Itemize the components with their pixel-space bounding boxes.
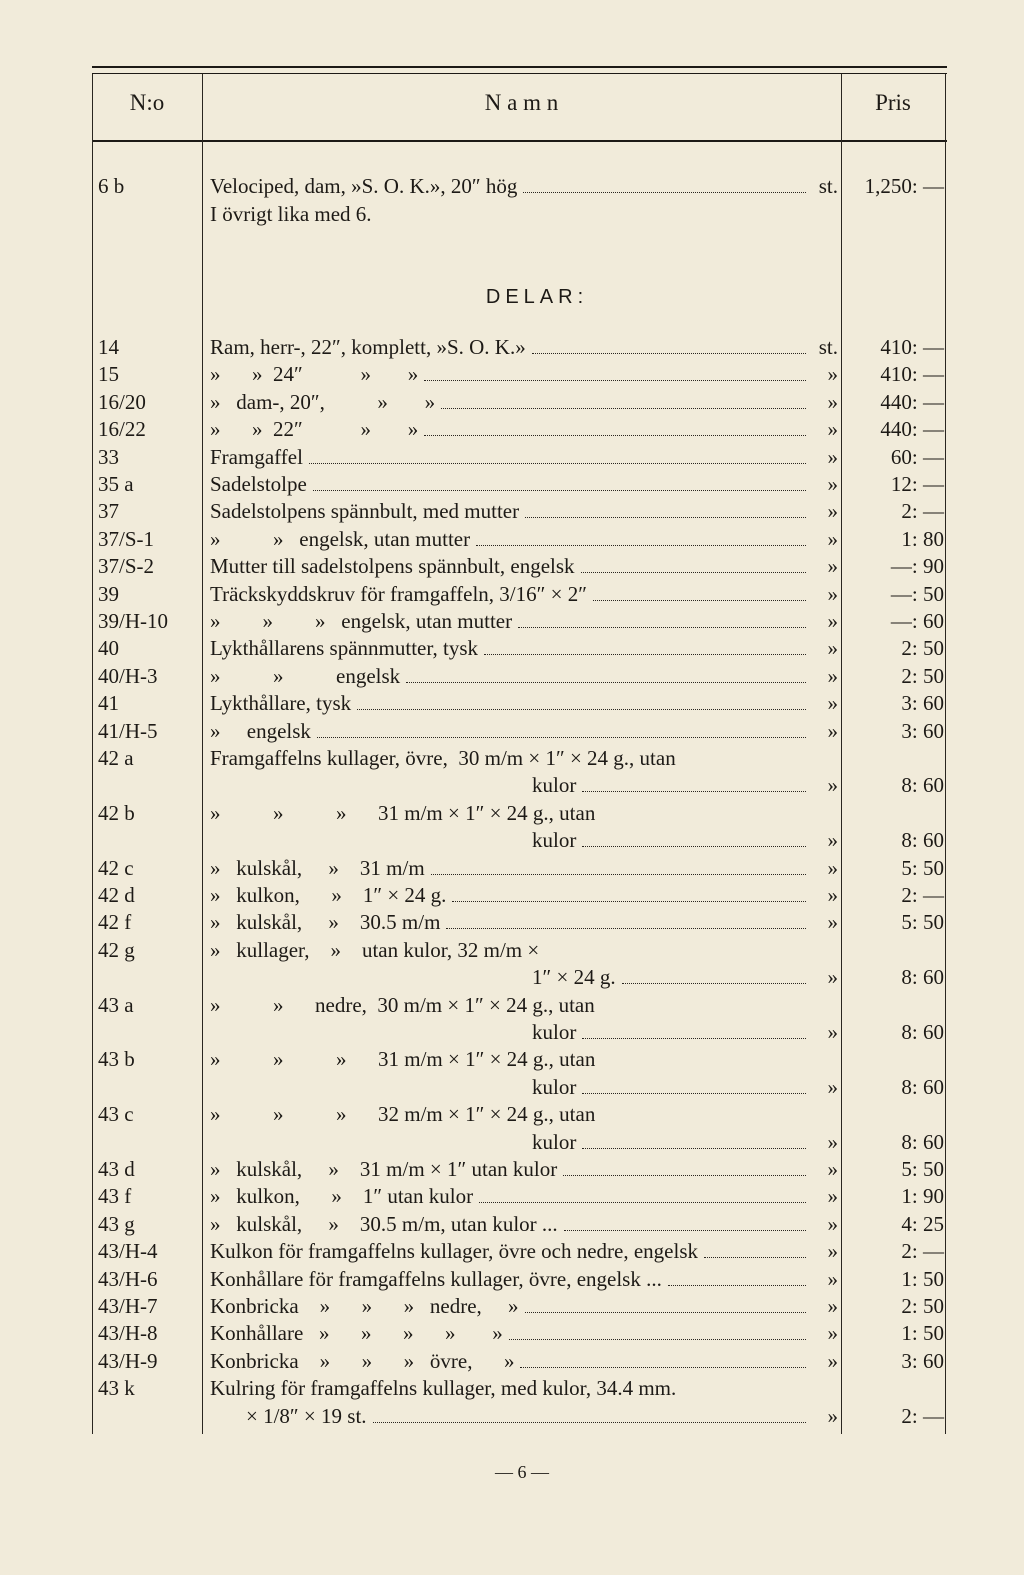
item-name: » kulkon, » 1″ × 24 g. xyxy=(210,883,447,907)
dot-leader xyxy=(424,380,806,381)
item-name: » kulskål, » 31 m/m xyxy=(210,855,425,880)
item-number: 43 f xyxy=(98,1184,132,1209)
dot-leader xyxy=(406,682,806,683)
item-number: 6 b xyxy=(98,174,125,198)
header-price: Pris xyxy=(875,90,911,115)
table-row xyxy=(0,1183,1024,1210)
table-row xyxy=(0,471,1024,498)
table-row xyxy=(0,635,1024,662)
dot-leader xyxy=(532,353,806,354)
table-row xyxy=(0,745,1024,772)
item-unit: » xyxy=(827,581,838,606)
item-number: 42 g xyxy=(98,937,135,962)
dot-leader xyxy=(622,983,806,984)
section-title: DELAR: xyxy=(485,286,589,308)
top-double-rule-1 xyxy=(92,66,947,68)
item-number: 14 xyxy=(98,335,119,359)
table-row xyxy=(0,800,1024,827)
table-row xyxy=(0,1266,1024,1293)
item-number: 39/H-10 xyxy=(98,609,168,633)
table-row xyxy=(0,416,1024,443)
item-number: 41/H-5 xyxy=(98,718,158,743)
item-name: Framgaffel xyxy=(210,444,303,469)
item-unit: » xyxy=(827,389,838,414)
item-unit: » xyxy=(827,1403,838,1428)
table-row xyxy=(0,526,1024,553)
dot-leader xyxy=(564,1230,806,1231)
item-name: » dam-, 20″, » » xyxy=(210,389,436,414)
item-price: 5: 50 xyxy=(901,1157,944,1181)
item-name: Sadelstolpens spännbult, med mutter xyxy=(210,499,520,524)
item-name: » » nedre, 30 m/m × 1″ × 24 g., utan xyxy=(210,992,595,1017)
dot-leader xyxy=(317,737,806,738)
header-name: N a m n xyxy=(484,90,559,115)
item-number: 43/H-6 xyxy=(98,1266,158,1291)
item-number: 42 c xyxy=(98,855,134,880)
item-number: 43 a xyxy=(98,992,134,1017)
dot-leader xyxy=(479,1202,806,1203)
table-row xyxy=(0,1238,1024,1265)
item-price: 2: — xyxy=(901,1239,944,1264)
item-unit: » xyxy=(827,718,838,743)
item-unit: » xyxy=(827,444,838,469)
dot-leader xyxy=(582,846,806,847)
item-name: Kulring för framgaffelns kullager, med kulor, 34.4 mm. xyxy=(210,1376,677,1401)
top-double-rule-2 xyxy=(92,73,947,74)
item-price: 8: 60 xyxy=(901,1020,944,1044)
dot-leader xyxy=(581,572,806,573)
dot-leader xyxy=(593,600,806,601)
dot-leader xyxy=(582,1148,806,1149)
item-price: 1: 50 xyxy=(901,1321,944,1346)
dot-leader xyxy=(520,1367,806,1368)
item-unit: » xyxy=(827,1348,838,1373)
table-row xyxy=(0,498,1024,525)
item-number: 43 c xyxy=(98,1102,134,1127)
item-number: 43 b xyxy=(98,1047,135,1072)
item-price: 60: — xyxy=(890,444,944,469)
item-name: » » » 31 m/m × 1″ × 24 g., utan xyxy=(210,1047,596,1072)
item-unit: » xyxy=(827,472,838,496)
item-price: 2: — xyxy=(901,1403,944,1428)
item-name: » kulkon, » 1″ utan kulor xyxy=(210,1184,474,1209)
table-row xyxy=(0,937,1024,964)
item-name: Ram, herr-, 22″, komplett, »S. O. K.» xyxy=(210,335,526,359)
item-unit: » xyxy=(827,1157,838,1181)
item-price: 410: — xyxy=(880,362,944,387)
table-row xyxy=(0,389,1024,416)
item-name: » kulskål, » 31 m/m × 1″ utan kulor xyxy=(210,1157,558,1181)
item-price: 8: 60 xyxy=(901,965,944,990)
item-price: 1: 80 xyxy=(901,526,944,551)
dot-leader xyxy=(668,1285,806,1286)
table-row xyxy=(0,827,1024,854)
table-row xyxy=(0,1129,1024,1156)
page-number: — 6 — xyxy=(495,1462,549,1482)
item-number: 43 k xyxy=(98,1376,135,1401)
item-name: Konbricka » » » övre, » xyxy=(210,1348,515,1373)
item-name: Konhållare för framgaffelns kullager, övre, engelsk ... xyxy=(210,1266,662,1291)
dot-leader xyxy=(525,517,806,518)
item-name: Lykthållarens spännmutter, tysk xyxy=(210,636,479,661)
item-name: Velociped, dam, »S. O. K.», 20″ hög xyxy=(210,174,518,198)
item-price: 2: 50 xyxy=(901,1294,944,1318)
item-price: —: 50 xyxy=(890,581,944,606)
dot-leader xyxy=(373,1422,806,1423)
item-price: 2: — xyxy=(901,883,944,907)
item-name: » » » 32 m/m × 1″ × 24 g., utan xyxy=(210,1102,596,1127)
table-row xyxy=(0,608,1024,635)
dot-leader xyxy=(523,192,806,193)
table-row xyxy=(0,1019,1024,1046)
table-row xyxy=(0,1320,1024,1347)
item-unit: » xyxy=(827,691,838,716)
item-price: 8: 60 xyxy=(901,773,944,798)
item-unit: » xyxy=(827,1266,838,1291)
item-unit: » xyxy=(827,1321,838,1346)
item-number: 42 b xyxy=(98,800,135,825)
dot-leader xyxy=(313,490,806,491)
table-row xyxy=(0,1375,1024,1402)
table-row xyxy=(0,1348,1024,1375)
item-unit: » xyxy=(827,609,838,633)
item-name: Sadelstolpe xyxy=(210,472,307,496)
item-price: 8: 60 xyxy=(901,1129,944,1154)
dot-leader xyxy=(441,408,806,409)
item-unit: » xyxy=(827,636,838,661)
item-price: 1: 90 xyxy=(901,1184,944,1209)
item-unit: » xyxy=(827,417,838,442)
item-name: » » engelsk, utan mutter xyxy=(210,526,471,551)
table-row xyxy=(0,1074,1024,1101)
item-unit: » xyxy=(827,855,838,880)
dot-leader xyxy=(509,1339,806,1340)
item-number: 41 xyxy=(98,691,119,716)
table-row xyxy=(0,361,1024,388)
table-row xyxy=(0,663,1024,690)
item-price: 440: — xyxy=(880,389,944,414)
dot-leader xyxy=(582,1093,806,1094)
item-name: Konhållare » » » » » xyxy=(210,1321,503,1346)
dot-leader xyxy=(704,1257,806,1258)
item-unit: » xyxy=(827,1239,838,1264)
header-bottom-rule xyxy=(92,140,947,142)
table-row xyxy=(0,718,1024,745)
item-price: 3: 60 xyxy=(901,718,944,743)
item-name: Kulkon för framgaffelns kullager, övre och nedre, engelsk xyxy=(210,1239,699,1264)
item-name: I övrigt lika med 6. xyxy=(210,202,372,226)
table-row xyxy=(0,1156,1024,1183)
item-name: » » 22″ » » xyxy=(210,417,419,442)
item-unit: » xyxy=(827,1211,838,1236)
table-row xyxy=(0,173,1024,200)
item-price: 3: 60 xyxy=(901,691,944,716)
item-unit: » xyxy=(827,1129,838,1154)
item-number: 15 xyxy=(98,362,119,387)
item-price: 4: 25 xyxy=(901,1211,944,1236)
item-number: 37 xyxy=(98,499,119,524)
item-name: kulor xyxy=(532,1020,577,1044)
item-number: 39 xyxy=(98,581,119,606)
item-number: 43/H-9 xyxy=(98,1348,158,1373)
item-price: 440: — xyxy=(880,417,944,442)
item-unit: » xyxy=(827,1074,838,1099)
item-number: 37/S-1 xyxy=(98,526,155,551)
item-number: 42 f xyxy=(98,910,132,935)
item-number: 42 d xyxy=(98,883,135,907)
item-number: 43 g xyxy=(98,1211,135,1236)
item-name: » » » 31 m/m × 1″ × 24 g., utan xyxy=(210,800,596,825)
item-price: 8: 60 xyxy=(901,1074,944,1099)
item-unit: » xyxy=(827,1184,838,1209)
table-row xyxy=(0,1293,1024,1320)
item-name: Träckskyddskruv för framgaffeln, 3/16″ × 2″ xyxy=(210,581,587,606)
item-price: 8: 60 xyxy=(901,828,944,853)
item-unit: » xyxy=(827,828,838,853)
item-name: » » » engelsk, utan mutter xyxy=(210,609,513,633)
item-unit: » xyxy=(827,1020,838,1044)
item-unit: » xyxy=(827,883,838,907)
dot-leader xyxy=(518,627,806,628)
item-number: 16/20 xyxy=(98,389,146,414)
item-price: —: 90 xyxy=(890,554,944,579)
item-number: 43 d xyxy=(98,1157,135,1181)
item-unit: » xyxy=(827,965,838,990)
item-number: 43/H-4 xyxy=(98,1239,158,1264)
table-row xyxy=(0,1211,1024,1238)
item-unit: » xyxy=(827,499,838,524)
item-name: » » 24″ » » xyxy=(210,362,419,387)
item-price: —: 60 xyxy=(890,609,944,633)
item-name: » kullager, » utan kulor, 32 m/m × xyxy=(210,937,540,962)
item-number: 43/H-7 xyxy=(98,1294,158,1318)
item-price: 2: — xyxy=(901,499,944,524)
dot-leader xyxy=(452,901,806,902)
dot-leader xyxy=(424,435,806,436)
dot-leader xyxy=(484,654,806,655)
table-row xyxy=(0,690,1024,717)
table-row xyxy=(0,201,1024,228)
item-number: 40 xyxy=(98,636,119,661)
item-name: » kulskål, » 30.5 m/m xyxy=(210,910,441,935)
table-row xyxy=(0,964,1024,991)
dot-leader xyxy=(582,791,806,792)
item-name: » engelsk xyxy=(210,718,311,743)
item-number: 16/22 xyxy=(98,417,146,442)
item-name: kulor xyxy=(532,1074,577,1099)
item-number: 40/H-3 xyxy=(98,663,158,688)
item-unit: st. xyxy=(818,174,838,198)
table-row xyxy=(0,444,1024,471)
item-name: kulor xyxy=(532,828,577,853)
item-price: 12: — xyxy=(890,472,944,496)
dot-leader xyxy=(309,463,806,464)
item-unit: » xyxy=(827,1294,838,1318)
dot-leader xyxy=(476,545,806,546)
item-price: 2: 50 xyxy=(901,663,944,688)
item-name: 1″ × 24 g. xyxy=(532,965,616,990)
item-unit: st. xyxy=(818,335,838,359)
item-price: 5: 50 xyxy=(901,855,944,880)
dot-leader xyxy=(431,874,806,875)
item-name: Framgaffelns kullager, övre, 30 m/m × 1″ × 24 g., utan xyxy=(210,746,676,770)
header-no: N:o xyxy=(129,90,165,115)
item-price: 1,250: — xyxy=(864,174,944,198)
dot-leader xyxy=(525,1312,806,1313)
table-row xyxy=(0,855,1024,882)
table-row xyxy=(0,334,1024,361)
table-row xyxy=(0,581,1024,608)
item-unit: » xyxy=(827,526,838,551)
item-price: 1: 50 xyxy=(901,1266,944,1291)
item-name: Lykthållare, tysk xyxy=(210,691,352,716)
item-unit: » xyxy=(827,663,838,688)
dot-leader xyxy=(563,1175,806,1176)
item-name: Konbricka » » » nedre, » xyxy=(210,1294,519,1318)
item-name: × 1/8″ × 19 st. xyxy=(246,1403,367,1428)
item-number: 37/S-2 xyxy=(98,554,155,579)
item-number: 33 xyxy=(98,444,119,469)
item-unit: » xyxy=(827,362,838,387)
table-row xyxy=(0,1101,1024,1128)
item-unit: » xyxy=(827,554,838,579)
item-name: kulor xyxy=(532,1129,577,1154)
table-row xyxy=(0,1403,1024,1430)
item-price: 2: 50 xyxy=(901,636,944,661)
table-row xyxy=(0,772,1024,799)
table-row xyxy=(0,553,1024,580)
item-price: 3: 60 xyxy=(901,1348,944,1373)
dot-leader xyxy=(582,1038,806,1039)
table-row xyxy=(0,992,1024,1019)
table-row xyxy=(0,882,1024,909)
item-unit: » xyxy=(827,773,838,798)
item-number: 35 a xyxy=(98,472,134,496)
item-name: » » engelsk xyxy=(210,663,401,688)
item-unit: » xyxy=(827,910,838,935)
item-name: » kulskål, » 30.5 m/m, utan kulor ... xyxy=(210,1211,558,1236)
item-name: Mutter till sadelstolpens spännbult, engelsk xyxy=(210,554,575,579)
item-price: 410: — xyxy=(880,335,944,359)
item-name: kulor xyxy=(532,773,577,798)
table-row xyxy=(0,1046,1024,1073)
dot-leader xyxy=(446,928,806,929)
dot-leader xyxy=(357,709,806,710)
item-price: 5: 50 xyxy=(901,910,944,935)
table-row xyxy=(0,909,1024,936)
item-number: 43/H-8 xyxy=(98,1321,158,1346)
item-number: 42 a xyxy=(98,746,134,770)
